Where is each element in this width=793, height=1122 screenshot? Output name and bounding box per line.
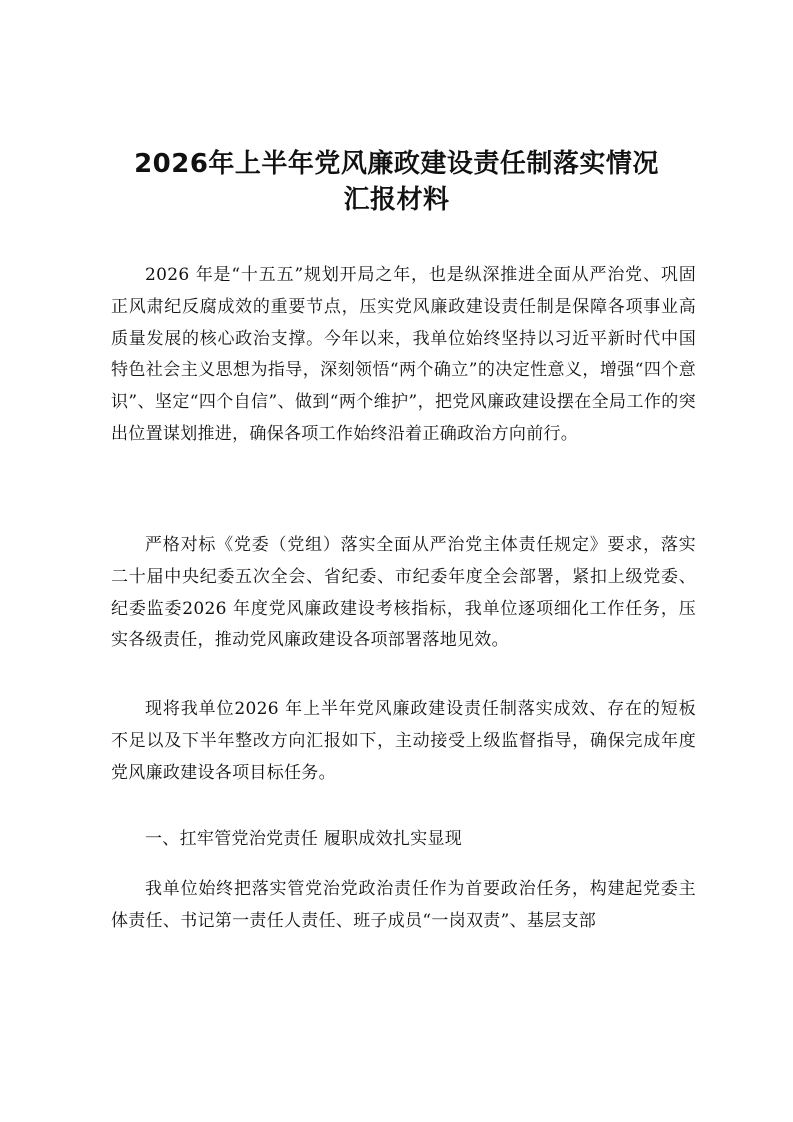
- document-title-line1: 2026年上半年党风廉政建设责任制落实情况: [134, 149, 659, 179]
- body-paragraph-1: 2026 年是“十五五”规划开局之年，也是纵深推进全面从严治党、巩固正风肃纪反腐成效的重要节点，压实党风廉政建设责任制是保障各项事业高质量发展的核心政治支撑。今年以来，我单位始终坚持以习近平新时代中国特色社会主义思想为指导，深刻领悟“两个确立”的决定性意义，增强“四个意识”、坚定“四个自信”、做到“两个维护”，把党风廉政建设摆在全局工作的突出位置谋划推进，确保各项工作始终沿着正确政治方向前行。: [111, 265, 696, 444]
- section-heading-1: 一、扛牢管党治党责任 履职成效扎实显现: [145, 829, 463, 849]
- body-paragraph-2: 严格对标《党委（党组）落实全面从严治党主体责任规定》要求，落实二十届中央纪委五次全会、省纪委、市纪委年度全会部署，紧扣上级党委、纪委监委2026 年度党风廉政建设考核指标，我单位逐项细化工作任务，压实各级责任，推动党风廉政建设各项部署落地见效。: [111, 535, 696, 651]
- body-paragraph-3: 现将我单位2026 年上半年党风廉政建设责任制落实成效、存在的短板不足以及下半年整改方向汇报如下，主动接受上级监督指导，确保完成年度党风廉政建设各项目标任务。: [111, 699, 696, 783]
- section-1-paragraph: 我单位始终把落实管党治党政治责任作为首要政治任务，构建起党委主体责任、书记第一责任人责任、班子成员“一岗双责”、基层支部: [111, 879, 696, 931]
- document-title-line2: 汇报材料: [343, 185, 450, 215]
